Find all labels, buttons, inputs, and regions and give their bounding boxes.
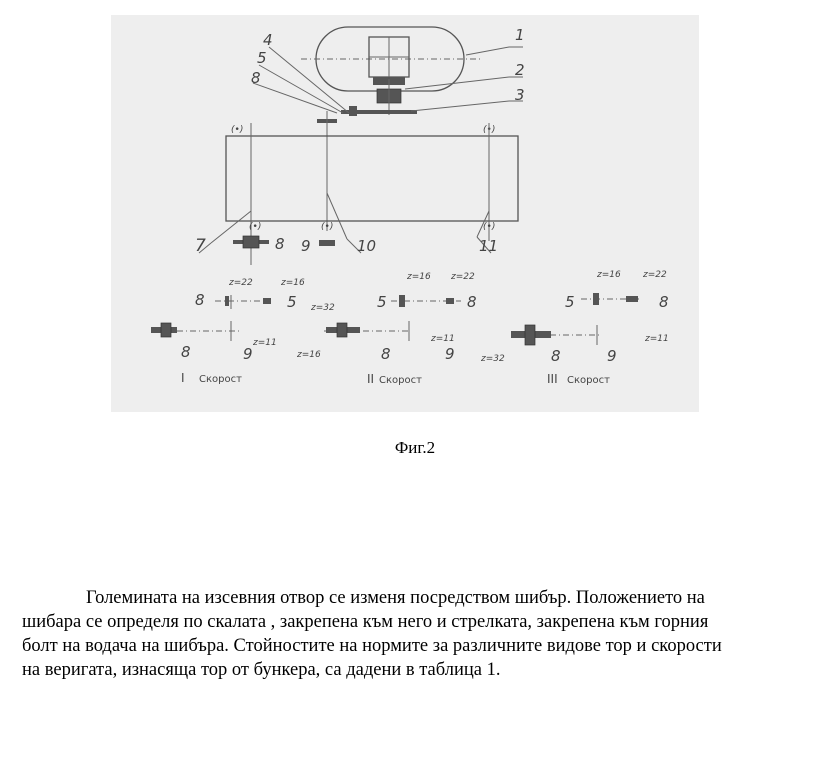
svg-text:8: 8 <box>551 347 561 365</box>
svg-text:(•): (•) <box>483 222 496 232</box>
svg-text:z=32: z=32 <box>311 303 335 313</box>
speed-III-scheme <box>480 270 669 386</box>
svg-text:Скорост: Скорост <box>567 375 610 386</box>
svg-text:5: 5 <box>377 293 387 311</box>
svg-text:(•): (•) <box>249 222 262 232</box>
svg-text:8: 8 <box>181 343 191 361</box>
svg-text:(•): (•) <box>483 125 496 135</box>
figure-caption: Фиг.2 <box>394 438 436 457</box>
svg-text:9: 9 <box>445 345 455 363</box>
svg-text:5: 5 <box>565 293 575 311</box>
svg-text:I: I <box>181 371 185 385</box>
svg-text:z=16: z=16 <box>281 278 305 288</box>
label-5: 5 <box>257 49 267 67</box>
svg-text:9: 9 <box>243 345 253 363</box>
svg-text:z=11: z=11 <box>645 334 669 344</box>
svg-text:8: 8 <box>381 345 391 363</box>
label-9-mid: 9 <box>301 237 311 255</box>
svg-text:Скорост: Скорост <box>379 375 422 386</box>
body-text: Големината на изсевния отвор се изменя посредством шибър. Положението на шибара се определя по скалата , закрепена към него и стрелката, закрепена към горния болт на водача на шибъра. Стойностите на нормите за различните видове тор и скорости на веригата, изнасяща тор от бункера, са дадени в таблица 1. <box>22 588 722 680</box>
label-3: 3 <box>515 86 525 104</box>
svg-text:II: II <box>367 372 375 386</box>
svg-text:z=22: z=22 <box>451 272 475 282</box>
svg-text:9: 9 <box>607 347 617 365</box>
svg-text:Скорост: Скорост <box>199 374 242 385</box>
label-8-mid: 8 <box>275 235 285 253</box>
svg-text:z=16: z=16 <box>297 350 321 360</box>
label-8-top: 8 <box>251 69 261 87</box>
label-1: 1 <box>515 26 525 44</box>
label-2: 2 <box>515 61 525 79</box>
label-10: 10 <box>357 237 377 255</box>
svg-text:z=11: z=11 <box>431 334 455 344</box>
body-paragraph <box>22 586 722 682</box>
label-4: 4 <box>263 31 273 49</box>
svg-text:5: 5 <box>287 293 297 311</box>
figure-2-drawing <box>111 15 699 412</box>
label-11: 11 <box>479 237 499 255</box>
svg-text:8: 8 <box>195 291 205 309</box>
svg-text:z=16: z=16 <box>597 270 621 280</box>
speed-II-scheme <box>296 272 477 386</box>
svg-text:8: 8 <box>659 293 669 311</box>
svg-text:z=22: z=22 <box>229 278 253 288</box>
svg-text:z=22: z=22 <box>643 270 667 280</box>
hopper-box <box>226 136 518 221</box>
speed-I-scheme <box>151 278 305 385</box>
svg-text:z=11: z=11 <box>253 338 277 348</box>
svg-text:(•): (•) <box>321 222 334 232</box>
svg-text:(•): (•) <box>231 125 244 135</box>
svg-text:III: III <box>547 372 558 386</box>
svg-text:8: 8 <box>467 293 477 311</box>
label-7: 7 <box>195 236 206 256</box>
svg-text:z=32: z=32 <box>481 354 505 364</box>
svg-text:z=16: z=16 <box>407 272 431 282</box>
